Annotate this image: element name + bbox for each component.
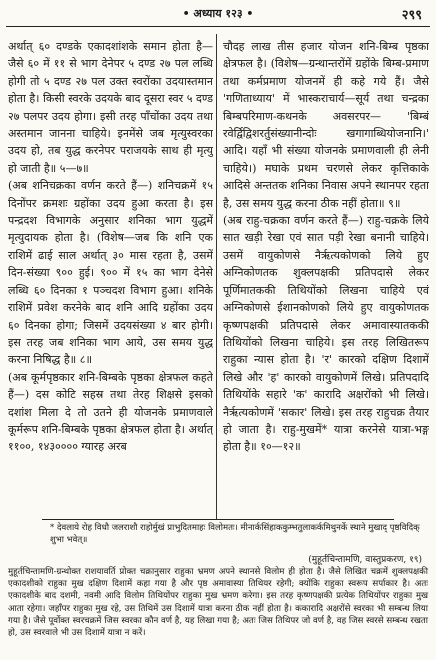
commentary-note: मुहूर्तचिन्तामणि-ग्रन्थोक्त राशयावर्ति प्रोक्त चक्रानुसार राहुका भ्रमण अपने स्थानसे विलोम ही होता है। जैसे लिखित चक्रमें शुक्लपक्षकी एकादशीको राहुका मुख दक्षिण दिशामें कहा गया है और पृष्ठ अमावास्या तिथियर रहेगी; क्योंकि राहुका स्वरूप सर्पाकार है। अतः एकादशीके बाद दशमी, नवमी आदि विलोम तिथियोंपर राहुका मुख भ्रमण करेगा। इस तरह कृष्णपक्षकी प्रत्येक तिथियोंपर राहुका मुख आता रहेगा। जहाँपर राहुका मुख रहे, उस तिथिमें उस दिशामें यात्रा करना ठीक नहीं होता है। ककारादि अक्षरोंसे स्वरका भी सम्बन्ध लिया गया है। जैसे पूर्वोक्त स्वरचक्रमें जिस स्वरका कौन वर्ण है, यह लिखा गया है; अतः जिस तिथिपर जो वर्ण है, वह जिस स्वरसे सम्बन्ध रखता हो, उस स्वरवाले भी उस दिशामें यात्रा न करें। [8, 567, 428, 639]
left-paragraph-2: (अब शनिचक्रका वर्णन करते हैं—) शनिचक्रमें १५ दिनोंपर क्रमशः ग्रहोंका उदय हुआ करता है। इस पन्द्रदश विभागके अनुसार शनिका भाग युद्धमें मृत्युदायक होता है। (विशेष—जब कि शनि एक राशिमें ढाई साल अर्थात् ३० मास रहता है, उसमें दिन-संख्या ९०० हुई। ९०० में १५ का भाग देनेसे लब्धि ६० दिनका १ पञ्चदश विभाग हुआ। शनिके राशिमें प्रवेश करनेके बाद शनि आदि ग्रहोंका उदय ६० दिनका होगा; जिसमें उदयसंख्या ४ बार होगी। इस तरह जब शनिका भाग आये, उस समय युद्ध करना निषिद्ध है॥ ८॥ [8, 179, 213, 367]
column-divider [216, 34, 217, 520]
right-paragraph-1: चौदह लाख तीस हजार योजन शनि-बिम्ब पृष्ठका क्षेत्रफल है। (विशेष—ग्रन्थान्तरोंमें ग्रहोंके बिम्ब-प्रमाण तथा कर्मप्रमाण योजनमें ही कहे गये हैं। जैसे 'गणिताध्याय' में भास्कराचार्य—सूर्य तथा चन्द्रका बिम्बपरिमाण-कथनके अवसरपर— 'बिम्बं रवेर्द्विद्विशरर्तुसंख्यानीन्दोः खगागाब्धियोजनानि।' आदि। यहाँ भी संख्या योजनके प्रमाणवाली ही लेनी चाहिये।) मघाके प्रथम चरणसे लेकर कृत्तिकाके आदिसे अन्ततक शनिका निवास अपने स्थानपर रहता है, उस समय युद्ध करना ठीक नहीं होता॥ ९॥ [223, 40, 429, 210]
page-number: २९९ [401, 8, 422, 23]
footnote: * देवलाये रोह विधौ जलराशौ राहोर्मुखं प्राभुदितमाहः विलोमतः। मीनार्कसिंहाककुम्भतुलाकर्कमिथुनर्के स्थाने मुखाद् पृष्ठविदिक् शुभा भवेत्॥ [50, 523, 420, 545]
right-paragraph-2: (अब राहु-चक्रका वर्णन करते हैं—) राहु-चक्रके लिये सात खड़ी रेखा एवं सात पड़ी रेखा बनानी चाहिये। उसमें वायुकोणसे नैर्ऋत्यकोणको लिये हुए अग्निकोणतक शुक्लपक्षकी प्रतिपदासे लेकर पूर्णिमातककी तिथियोंको लिखना चाहिये एवं अग्निकोणसे ईशानकोणको लिये हुए वायुकोणतक कृष्णपक्षकी प्रतिपदासे लेकर अमावास्यातककी तिथियोंको लिखना चाहिये। इस तरह लिखितरूप राहुका न्यास होता है। 'र' कारको दक्षिण दिशामें लिखे और 'ह' कारको वायुकोणमें लिखे। प्रतिपदादि तिथियोंके सहारे 'क' कारादि अक्षरोंको भी लिखे। नैर्ऋत्यकोणमें 'सकार' लिखे। इस तरह राहुचक्र तैयार हो जाता है। राहु-मुखमें* यात्रा करनेसे यात्रा-भङ्ग होता है॥ १०—१२॥ [223, 214, 429, 454]
page-header [0, 4, 436, 22]
footnote-rule [42, 519, 394, 520]
left-column [8, 38, 213, 456]
left-paragraph-3: (अब कूर्मपृष्ठकार शनि-बिम्बके पृष्ठका क्षेत्रफल कहते हैं—) दस कोटि सहस्र तथा तेरह शिक्षसे इसको दशांश मिला दे तो उतने ही योजनके प्रमाणवाले कूर्मरूप शनि-बिम्बके पृष्ठका क्षेत्रफल होता है। अर्थात् ११००, १४३०००० ग्यारह अरब [8, 370, 213, 454]
source-citation: (मुहूर्तचिन्तामणि, वास्तुप्रकरण, १९) [308, 555, 422, 565]
left-paragraph-1: अर्थात् ६० दण्डके एकादशांशके समान होता है—जैसे ६० में ११ से भाग देनेपर ५ दण्ड २७ पल लब्धि होगी तो ५ दण्ड २७ पल उक्त स्वरोंका उदयास्तमान होता है। किसी स्वरके उदयके बाद दूसरा स्वर ५ दण्ड २७ पलपर उदय होगा। इसी तरह पाँचोंका उदय तथा अस्तमान जानना चाहिये। इनमेंसे जब मृत्युस्वरका उदय हो, तब युद्ध करनेपर पराजयके साथ ही मृत्यु हो जाती है॥ ५—७॥ [8, 40, 213, 175]
right-column [223, 38, 429, 456]
chapter-heading: • अध्याय १२३ • [182, 7, 254, 20]
header-rule [6, 26, 430, 27]
